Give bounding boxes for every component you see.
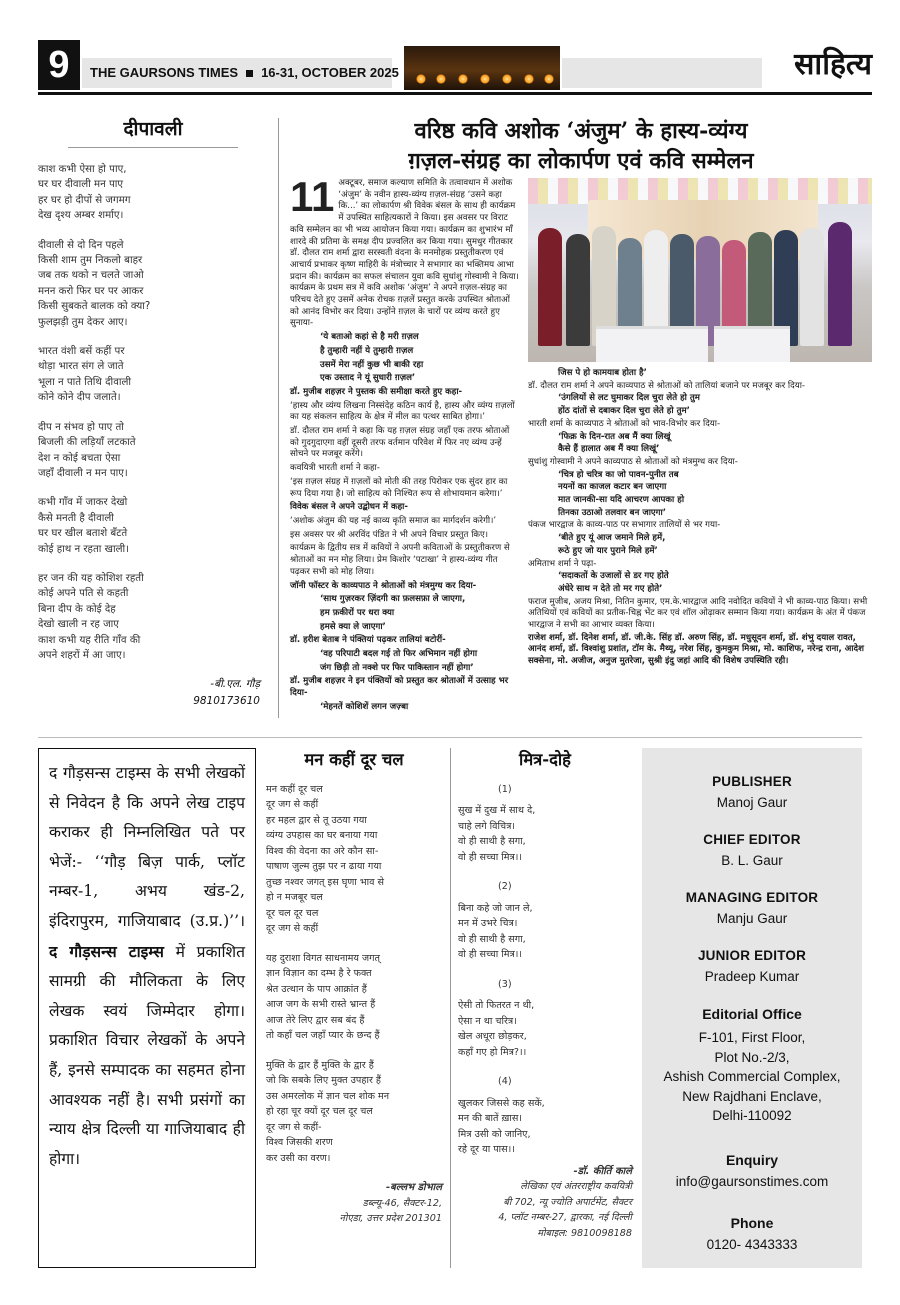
verse-line: ‘चित्र हो चरित्र का जो पावन-पुनीत तब <box>558 469 679 480</box>
poem-stanza: दीप न संभव हो पाए तो बिजली की लड़ियाँ लटकाते देश न कोई बचता ऐसा जहाँ दीवाली न मन पाए। <box>38 421 136 479</box>
column-divider <box>450 748 451 1268</box>
attendees-paragraph: राजेश शर्मा, डॉ. दिनेश शर्मा, डॉ. जी.के. सिंह डॉ. अरुण सिंह, डॉ. मधुसूदन शर्मा, डॉ. शंभु दयाल रावत, आनंद शर्मा, डॉ. विश्वांशु प्रशांत, टॉम के. मैथ्यू, नरेश सिंह, कुमकुम मिश्रा, मो. काशिफ, नरेन्द्र राना, आदेश सक्सेना, मो. अजीज, अनुज मुतरेजा, सुश्री इंदु जहां आदि की विशेष उपस्थिति रही। <box>528 632 864 667</box>
drop-cap: 11 <box>290 173 335 220</box>
stage-table <box>596 326 708 362</box>
junior-editor-label: JUNIOR EDITOR <box>697 948 807 963</box>
diya-icon <box>458 74 468 84</box>
article-body <box>290 173 872 718</box>
verse-line: उसमें मेरा नहीं कुछ भी बाकी रहा <box>320 359 424 370</box>
paragraph: पंकज भारद्वाज के काव्य-पाठ पर सभागार तालियों से भर गया- <box>528 520 721 531</box>
verse-line: ‘बीते हुए यूं आज जमाने मिले हमें, <box>558 533 666 544</box>
verse-line: ‘मेहनतें कोशिशें लगन जज़्बा <box>320 701 409 712</box>
poem-stanza: मुक्ति के द्वार हैं मुक्ति के द्वार हैं जो कि सबके लिए मुक्त उपहार हैं उस अमरलोक में ज्ञान चल शोक मन हो रहा चूर क्यों दूर चल दूर चल दूर जग से कहीं- विश्व जिसकी शरण कर उसी का वरण। <box>266 1059 390 1164</box>
chief-editor-label: CHIEF EDITOR <box>703 832 801 847</box>
address-line: Delhi-110092 <box>712 1108 792 1123</box>
stanza-number: (2) <box>498 881 512 892</box>
enquiry-label: Enquiry <box>725 1151 779 1168</box>
paragraph: ‘इस ग़ज़ल संग्रह में ग़ज़लों को मोती की तरह पिरोकर एक सुंदर हार का रूप दिया गया है। जो साहित्य को निश्चित रूप से शोभायमान करेगा।’ <box>290 476 508 499</box>
office-address <box>642 1028 862 1126</box>
verse-line: कैसे हैं हालात अब मैं क्या लिखूं’ <box>558 444 660 455</box>
stanza-number: (1) <box>498 783 512 795</box>
paragraph: कार्यक्रम के द्वितीय सत्र में कवियों ने अपनी कविताओं के प्रस्तुतीकरण से श्रोताओं का मन मोह लिया। प्रेम किशोर ‘पटाखा’ ने हास्य-व्यंग्य गीत पढ़कर सभी को मोह लिया। <box>290 543 510 577</box>
phone-label: Phone <box>730 1214 774 1231</box>
paragraph: डॉ. दौलत राम शर्मा ने अपने काव्यपाठ से श्रोताओं को तालियां बजाने पर मजबूर कर दिया- <box>528 380 806 391</box>
author-address: 4, प्लॉट नम्बर-27, द्वारका, नई दिल्ली <box>498 1212 632 1223</box>
editorial-masthead <box>642 748 862 1268</box>
poem-author: -डॉ. कीर्ति काले <box>573 1165 632 1177</box>
paragraph: ‘अशोक अंजुम की यह नई काव्य कृति समाज का मार्गदर्शन करेगी।’ <box>290 515 497 526</box>
diya-icon <box>524 74 534 84</box>
poem-title: मन कहीं दूर चल <box>304 750 404 769</box>
header-strip-right <box>562 58 762 88</box>
editorial-office-label: Editorial Office <box>702 1006 802 1022</box>
address-line: F-101, First Floor, <box>698 1030 806 1045</box>
poem-stanza: हर जन की यह कोशिश रहती कोई अपने पति से कहती बिना दीप के कोई देह देखो खाली न रह जाए काश कभी यह रीति गाँव की अपने शहरों में आ जाए। <box>38 572 144 661</box>
header-rule <box>38 92 872 95</box>
notice-paper-name: द गौड़सन्स टाइम्स <box>49 941 164 961</box>
poem-stanza: कभी गाँव में जाकर देखो कैसे मनती है दीवाली घर घर खील बताशे बँटते कोई हाथ न रहता खाली। <box>38 497 130 555</box>
person-figure <box>828 222 852 346</box>
headline-line: ग़ज़ल-संग्रह का लोकार्पण एवं कवि सम्मेलन <box>408 148 754 174</box>
person-figure <box>566 234 590 346</box>
verse-line: मात जानकी-सा यदि आचरण आपका हो <box>558 495 685 506</box>
phone-number: 0120- 4343333 <box>706 1236 798 1252</box>
chief-editor-name: B. L. Gaur <box>721 853 783 868</box>
diya-banner-image <box>404 46 560 90</box>
poem-stanza: बिना कहे जो जान ले, मन में उभरे चित्र। वो ही साथी है सगा, वो ही सच्चा मित्र।। <box>458 902 533 960</box>
notice-text: द गौड़सन्स टाइम्स के सभी लेखकों से निवेदन है कि अपने लेख टाइप कराकर ही निम्नलिखित पते पर भेजें:- ‘‘गौड़ बिज़ पार्क, प्लॉट नम्बर-1, अभय खंड-2, इंदिरापुरम, गाजियाबाद (उ.प्र.)’’। <box>49 764 245 930</box>
poem-stanza: दीवाली से दो दिन पहले किसी शाम तुम निकलो बाहर जब तक थको न चलते जाओ मनन करो फिर घर पर आकर किसी सुबकते बालक को क्या? फुलझड़ी तुम देकर आए। <box>38 239 151 328</box>
poem-stanza: खुलकर जिससे कह सकें, मन की बातें ख़ास। मित्र उसी को जानिए, रहे दूर या पास।। <box>458 1097 545 1155</box>
stanza-number: (3) <box>498 978 512 990</box>
verse-line: अंधेरे साथ न देते तो मर गए होते’ <box>558 583 663 594</box>
paragraph: फराज मुजीब, अजय मिश्रा, नितिन कुमार, एम.के.भारद्वाज आदि नवोदित कवियों ने भी काव्य-पाठ किया। सभी अतिथियों एवं कवियों का प्रतीक-चिह्न भेंट कर एवं शॉल ओढ़ाकर सम्मान किया गया। कार्यक्रम के अंत में पंकज भारद्वाज ने सभी का आभार व्यक्त किया। <box>528 596 868 631</box>
issue-date: 16-31, OCTOBER 2025 <box>261 65 399 80</box>
verse-line: हम फ़कीरों पर धरा क्या <box>320 607 395 618</box>
diya-icon <box>502 74 512 84</box>
author-bio: लेखिका एवं अंतरराष्ट्रीय कवयित्री <box>520 1181 632 1192</box>
author-address: बी 702, न्यू ज्योति अपार्टमेंट, सैक्टर <box>503 1196 632 1208</box>
verse-line: ‘उंगलियों से लट घुमाकर दिल चुरा लेते हो तुम <box>558 393 700 404</box>
paragraph: इस अवसर पर श्री अरविंद पंडित ने भी अपने विचार प्रस्तुत किए। <box>290 529 489 540</box>
article-column <box>290 173 520 716</box>
verse-line: जिस पे हो कामयाब होता है’ <box>558 368 647 378</box>
verse-line: ‘ये बताओ कहां से है मरी ग़ज़ल <box>320 332 419 343</box>
author-notice-box <box>38 748 256 1268</box>
verse-line: होंठ दांतों से दबाकर दिल चुरा लेते हो तुम’ <box>558 406 690 417</box>
diya-icon <box>544 74 554 84</box>
article-headline <box>290 116 872 176</box>
page-number: 9 <box>38 40 80 90</box>
poem-stanza: भारत वंशी बसें कहीं पर थोड़ा भारत संग ले जाते भूला न पाते तिथि दीवाली कोने कोने दीप जलाते। <box>38 346 132 404</box>
stage-table <box>714 326 790 362</box>
diya-icon <box>436 74 446 84</box>
section-title: साहित्य <box>794 47 872 82</box>
event-photo <box>528 178 872 362</box>
poem-author-phone: 9810173610 <box>193 695 260 708</box>
enquiry-email[interactable]: info@gaursonstimes.com <box>675 1173 829 1189</box>
person-figure <box>800 228 824 346</box>
poem-stanza: मन कहीं दूर चल दूर जग से कहीं हर महल द्वार से तू उठया गया व्यंग्य उपहास का घर बनाया गया विश्व की वेदना का अरे कौन सा- पाषाण जुल्म तुझ पर न ढाया गया तुच्छ नश्वर जगत् इस घृणा भाव से हो न मजबूर चल दूर चल दूर चल दूर जग से कहीं <box>266 783 385 934</box>
paragraph: विवेक बंसल ने अपने उद्बोधन में कहा- <box>290 502 408 513</box>
poem-stanza: सुख में दुख में साथ दे, चाहे लगे विचित्र। वो ही साथी है सगा, वो ही सच्चा मित्र।। <box>458 805 536 863</box>
verse-line: है तुम्हारी नहीं ये तुम्हारी ग़ज़ल <box>320 345 414 356</box>
verse-line: तिनका उठाओ तलवार बन जाएगा’ <box>558 507 667 518</box>
diya-icon <box>416 74 426 84</box>
section-rule <box>38 737 862 738</box>
paragraph: कवयित्री भारती शर्मा ने कहा- <box>290 463 380 474</box>
poem-deepavali <box>38 115 268 715</box>
masthead-strip <box>82 58 399 88</box>
poem-stanza: ऐसी तो फितरत न थी, ऐसा न था चरित्र। खेल अधूरा छोड़कर, कहाँ गए हो मित्र?।। <box>458 1000 535 1058</box>
poem-title: मित्र-दोहे <box>519 750 571 769</box>
poem-title: दीपावली <box>68 115 238 148</box>
column-divider <box>278 118 279 718</box>
headline-line: वरिष्ठ कवि अशोक ‘अंजुम’ के हास्य-व्यंग्य <box>414 118 748 144</box>
paragraph: सुधांशु गोस्वामी ने अपने काव्यपाठ से श्रोताओं को मंत्रमुग्ध कर दिया- <box>528 456 738 467</box>
poem-man-kahin-door-chal <box>266 752 442 1227</box>
page-header <box>0 0 900 95</box>
verse-line: ‘साथ गुज़रकर ज़िंदगी का फ़लसफ़ा ले जाएगा, <box>320 594 466 605</box>
poem-stanza: यह दुराशा विगत साधनामय जगत् ज्ञान विज्ञान का दम्भ है रे फक्त श्रेत उत्थान के पाप आक्रांत हैं आज जग के सभी रास्ते भ्रान्त हैं आज तेरे लिए द्वार सब बंद हैं तो कहाँ चल जहाँ प्यार के छन्द हैं <box>266 952 381 1041</box>
managing-editor-label: MANAGING EDITOR <box>685 890 819 905</box>
paragraph: भारती शर्मा के काव्यपाठ ने श्रोताओं को भाव-विभोर कर दिया- <box>528 418 721 429</box>
paragraph: जॉनी फॉस्टर के काव्यपाठ ने श्रोताओं को मंत्रमुग्ध कर दिया- <box>290 580 477 591</box>
author-address: नोएडा, उत्तर प्रदेश 201301 <box>339 1213 442 1224</box>
verse-line: ‘सदाकतों के उजालों से डर गए होते <box>558 571 669 582</box>
article-column <box>528 368 872 669</box>
verse-line: जंग छिड़ी तो नक्शे पर फिर पाकिस्तान नहीं होगा’ <box>320 662 474 673</box>
paragraph: डॉ. दौलत राम शर्मा ने कहा कि यह ग़ज़ल संग्रह जहाँ एक तरफ श्रोताओं को गुदगुदाएगा वहीं दूसरी तरफ वर्तमान परिवेश में फिर नए व्यंग्य उन्हें सोचने पर मजबूर करेंगे। <box>290 426 510 460</box>
author-address: डब्ल्यू-46, सैक्टर-12, <box>362 1197 442 1209</box>
diya-icon <box>480 74 490 84</box>
stanza-number: (4) <box>498 1076 512 1087</box>
junior-editor-name: Pradeep Kumar <box>704 969 800 984</box>
publisher-name: Manoj Gaur <box>716 795 788 810</box>
poem-mitra-dohe <box>458 752 632 1241</box>
notice-text: में प्रकाशित सामग्री की मौलिकता के लिए लेखक स्वयं जिम्मेदार होगा। प्रकाशित विचार लेखकों के अपने हैं, इनसे सम्पादक का सहमत होना आवश्यक नहीं है। सभी प्रसंगों का न्याय क्षेत्र दिल्ली या गाजियाबाद ही होगा। <box>49 942 245 1168</box>
paragraph: 11 अक्टूबर, समाज कल्याण समिति के तत्वावधान में अशोक ‘अंजुम’ के नवीन हास्य-व्यंग्य ग़ज़ल-संग्रह ‘उसने कहा कि...’ का लोकार्पण श्री विवेक बंसल के साथ ही कार्यक्रम में उपस्थित साहित्यकारों ने किया। इस अवसर पर विराट कवि सम्मेलन का भी भव्य आयोजन किया गया। कार्यक्रम का शुभारंभ माँ शारदे की प्रतिमा के समक्ष दीप प्रज्वलित कर किया गया। सुमधुर गीतकार डॉ. दौलत राम शर्मा द्वारा सरस्वती वंदना के मनमोहक प्रस्तुतीकरण एवं आचार्य प्रभाकर कृष्ण माहिरी के मंत्रोच्चार ने सभागार का भक्तिमय आभा प्रदान की। कार्यक्रम का सफल संचालन युवा कवि सुधांशु गोस्वामी ने किया। कार्यक्रम के प्रथम सत्र में कवि अशोक ‘अंजुम’ ने अपने ग़ज़ल-संग्रह का परिचय देते हुए उसमें अनेक रोचक ग़ज़लें प्रस्तुत करके उपस्थित श्रोताओं को आनंद विभोर कर दिया। उन्होंने ग़ज़ल के चारों पर व्यंग्य करते हुए सुनाया- <box>290 173 519 329</box>
publisher-label: PUBLISHER <box>712 774 792 789</box>
verse-line: नयनों का काजल कटार बन जाएगा <box>558 482 667 493</box>
paragraph: डॉ. मुजीब शहज़र ने पुस्तक की समीक्षा करते हुए कहा- <box>290 386 463 397</box>
paper-name: THE GAURSONS TIMES <box>90 65 239 80</box>
poem-stanza: काश कभी ऐसा हो पाए, घर घर दीवाली मन पाए हर घर हो दीपों से जगमग देख दृश्य अम्बर शर्माए। <box>38 164 131 222</box>
paragraph: अमिताभ शर्मा ने पढ़ा- <box>528 558 597 569</box>
paragraph: ‘हास्य और व्यंग्य लिखना निस्संदेह कठिन कार्य है, हास्य और व्यंग्य ग़ज़लों का यह संकलन साहित्य के क्षेत्र में मील का पत्थर साबित होगा।’ <box>290 400 515 423</box>
verse-line: ‘वह परिपाटी बदल गई तो फिर अभिमान नहीं होगा <box>320 649 478 660</box>
square-bullet-icon <box>246 70 253 77</box>
person-figure <box>538 228 562 346</box>
paragraph: डॉ. हरीश बेताब ने पंक्तियां पढ़कर तालियां बटोरीं- <box>290 635 446 646</box>
address-line: Ashish Commercial Complex, <box>663 1069 841 1084</box>
managing-editor-name: Manju Gaur <box>716 911 788 926</box>
poem-author: -बी.एल. गौड़ <box>210 678 260 691</box>
verse-line: रूठे हुए जो यार पुराने मिले हमें’ <box>558 545 658 556</box>
address-line: New Rajdhani Enclave, <box>682 1088 822 1104</box>
poem-author: -बल्लभ डोभाल <box>385 1182 442 1193</box>
verse-line: हमसे क्या ले जाएगा’ <box>320 621 386 632</box>
verse-line: ‘फिक्र के दिन-रात अब मैं क्या लिखूं <box>558 431 671 442</box>
paragraph: डॉ. मुजीब शहज़र ने इन पंक्तियों को प्रस्तुत कर श्रोताओं में उत्साह भर दिया- <box>290 676 509 699</box>
author-phone: मोबाइल: 9810098188 <box>537 1227 632 1239</box>
verse-line: एक उस्ताद ने यूं सुधारी ग़ज़ल’ <box>320 373 416 384</box>
address-line: Plot No.-2/3, <box>714 1049 790 1065</box>
